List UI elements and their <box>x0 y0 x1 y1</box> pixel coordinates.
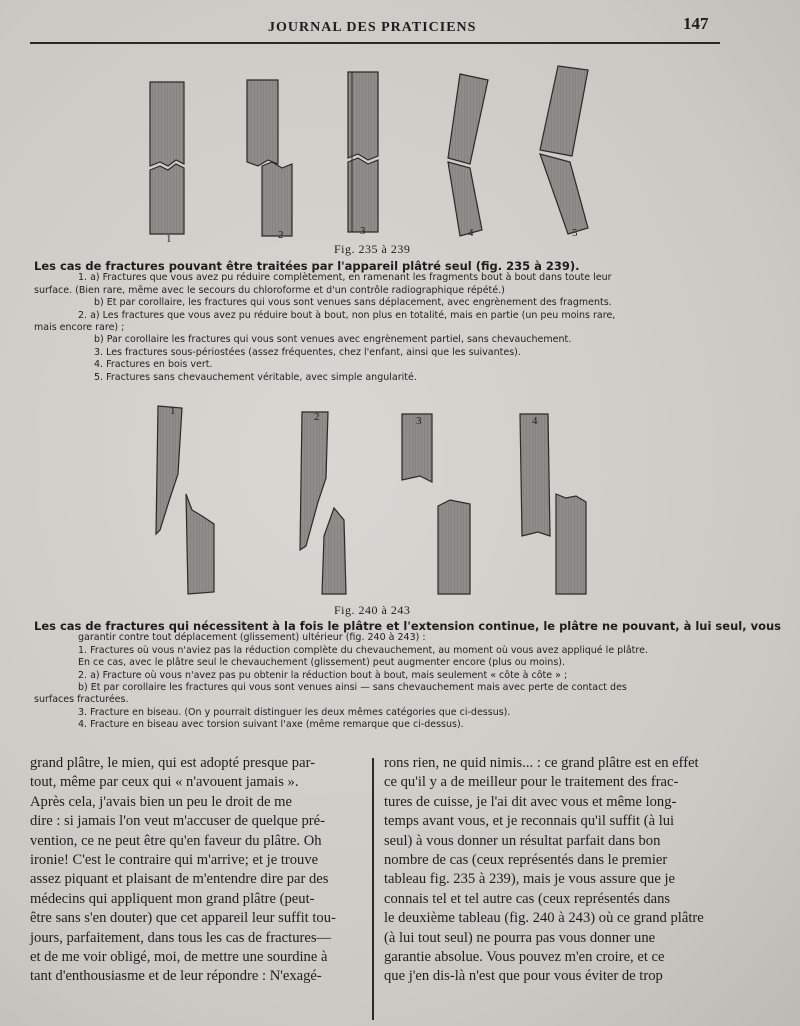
notes-2-line-4: En ce cas, avec le plâtre seul le chevauchement (glissement) peut augmenter encore (plus ou moins). <box>78 657 566 669</box>
right-line-12: que j'en dis-là n'est que pour vous éviter de trop <box>384 968 663 985</box>
fig2-label-2: 2 <box>314 411 320 423</box>
notes-2-line-6: b) Et par corollaire les fractures qui vous sont venues ainsi — sans chevauchement mais avec perte de contact des <box>78 682 627 694</box>
right-line-4: temps avant vous, et je reconnais qu'il suffit (à lui <box>384 813 675 830</box>
left-line-11: et de me voir obligé, moi, de mettre une sourdine à <box>30 949 328 966</box>
bone-diagram-4 <box>448 74 488 236</box>
left-line-8: médecins qui appliquent mon grand plâtre (peut- <box>30 890 315 907</box>
fig1-label-4: 4 <box>468 227 474 239</box>
fig1-label-1: 1 <box>166 233 172 244</box>
notes-block-1 <box>30 260 742 384</box>
right-line-2: ce qu'il y a de meilleur pour le traitement des frac- <box>384 774 679 791</box>
bone-diagram-3 <box>348 72 378 232</box>
bone-diagram-2 <box>247 80 292 236</box>
bone-diagram-5 <box>540 66 588 234</box>
figure-1-caption: Fig. 235 à 239 <box>334 242 411 256</box>
notes-block-2 <box>30 619 782 732</box>
fig1-label-3: 3 <box>360 225 366 237</box>
left-line-9: être sans s'en douter) que cet appareil leur suffit tou- <box>30 910 336 927</box>
page-number: 147 <box>683 14 709 33</box>
notes-2-line-7: surfaces fracturées. <box>34 694 129 706</box>
right-line-8: connais tel et tel autre cas (ceux représentés dans <box>384 890 671 907</box>
notes-1-line-9: 4. Fractures en bois vert. <box>94 359 213 371</box>
bone-diagram-7 <box>300 412 346 594</box>
left-line-10: jours, parfaitement, dans tous les cas de fractures— <box>30 929 332 946</box>
left-line-3: Après cela, j'avais bien un peu le droit de me <box>30 793 292 810</box>
notes-1-line-2: 1. a) Fractures que vous avez pu réduire complètement, en ramenant les fragments bout à bout dans toute leur <box>78 272 612 284</box>
bone-diagram-9 <box>520 414 586 594</box>
fig2-label-1: 1 <box>170 405 176 417</box>
notes-2-line-3: 1. Fractures où vous n'aviez pas la réduction complète du chevauchement, au moment où vous avez appliqué le plâtre. <box>78 644 648 656</box>
notes-1-line-10: 5. Fractures sans chevauchement véritable, avec simple angularité. <box>94 371 417 383</box>
notes-1-line-7: b) Par corollaire les fractures qui vous sont venues avec engrènement partiel, sans chevauchement. <box>94 334 572 346</box>
left-line-2: tout, même par ceux qui « n'avouent jamais ». <box>30 774 299 791</box>
notes-1-line-6: mais encore rare) ; <box>34 322 125 334</box>
notes-2-line-8: 3. Fracture en biseau. (On y pourrait distinguer les deux mêmes catégories que ci-dessus). <box>78 706 511 718</box>
running-title: JOURNAL DES PRATICIENS <box>268 20 477 35</box>
notes-1-line-1: Les cas de fractures pouvant être traitées par l'appareil plâtré seul (fig. 235 à 239). <box>34 259 580 273</box>
bone-diagram-1 <box>150 82 184 234</box>
notes-2-line-2: garantir contre tout déplacement (glissement) ultérieur (fig. 240 à 243) : <box>78 632 426 644</box>
fig1-label-2: 2 <box>278 229 284 241</box>
figure-235-239 <box>110 52 630 244</box>
right-line-1: rons rien, ne quid nimis... : ce grand plâtre est en effet <box>384 755 699 771</box>
notes-2-line-5: 2. a) Fracture où vous n'avez pas pu obtenir la réduction bout à bout, mais seulement « côte à côte » ; <box>78 669 568 681</box>
figure-240-243 <box>130 398 600 606</box>
left-line-12: tant d'enthousiasme et de leur répondre : N'exagé- <box>30 968 322 985</box>
notes-1-line-3: surface. (Bien rare, même avec le secours du chloroforme et d'un contrôle radiographique répété.) <box>34 284 505 296</box>
left-line-4: dire : si jamais l'on veut m'accuser de quelque pré- <box>30 813 326 830</box>
notes-1-line-8: 3. Les fractures sous-périostées (assez fréquentes, chez l'enfant, ainsi que les suivantes). <box>94 346 521 358</box>
fig2-label-3: 3 <box>416 415 422 427</box>
body-column-right <box>384 754 728 987</box>
body-column-left <box>30 754 366 987</box>
figure-2-caption: Fig. 240 à 243 <box>334 603 411 617</box>
left-line-5: vention, ce ne peut être qu'en faveur du plâtre. Oh <box>30 832 322 849</box>
fig1-label-5: 5 <box>572 227 578 239</box>
left-line-1: grand plâtre, le mien, qui est adopté presque par- <box>30 755 315 771</box>
right-line-7: tableau fig. 235 à 239), mais je vous assure que je <box>384 871 675 888</box>
bone-diagram-6 <box>156 406 214 594</box>
right-line-5: seul) à vous donner un résultat parfait dans bon <box>384 832 661 849</box>
notes-2-line-9: 4. Fracture en biseau avec torsion suivant l'axe (même remarque que ci-dessus). <box>78 719 464 731</box>
left-line-6: ironie! C'est le contraire qui m'arrive; et je trouve <box>30 852 319 869</box>
fig2-label-4: 4 <box>532 415 538 427</box>
column-divider <box>372 758 374 1020</box>
right-line-6: nombre de cas (ceux représentés dans le premier <box>384 852 668 869</box>
right-line-9: le deuxième tableau (fig. 240 à 243) où ce grand plâtre <box>384 910 704 927</box>
notes-1-line-4: b) Et par corollaire, les fractures qui vous sont venues sans déplacement, avec engrènement des fragments. <box>94 297 612 309</box>
bone-diagram-8 <box>402 414 470 594</box>
right-line-10: (à lui tout seul) ne pourra pas vous donner une <box>384 929 656 946</box>
right-line-11: garantie absolue. Vous pouvez m'en croire, et ce <box>384 949 665 966</box>
left-line-7: assez piquant et plaisant de m'entendre dire par des <box>30 871 329 888</box>
notes-1-line-5: 2. a) Les fractures que vous avez pu réduire bout à bout, non plus en totalité, mais en partie (un peu moins rare, <box>78 309 616 321</box>
page-header <box>0 14 800 38</box>
right-line-3: tures de cuisse, je l'ai dit avec vous et même long- <box>384 793 677 810</box>
header-rule <box>30 42 720 44</box>
notes-2-line-1: Les cas de fractures qui nécessitent à la fois le plâtre et l'extension continue, le plâtre ne pouvant, à lui seul, vous <box>34 619 782 633</box>
